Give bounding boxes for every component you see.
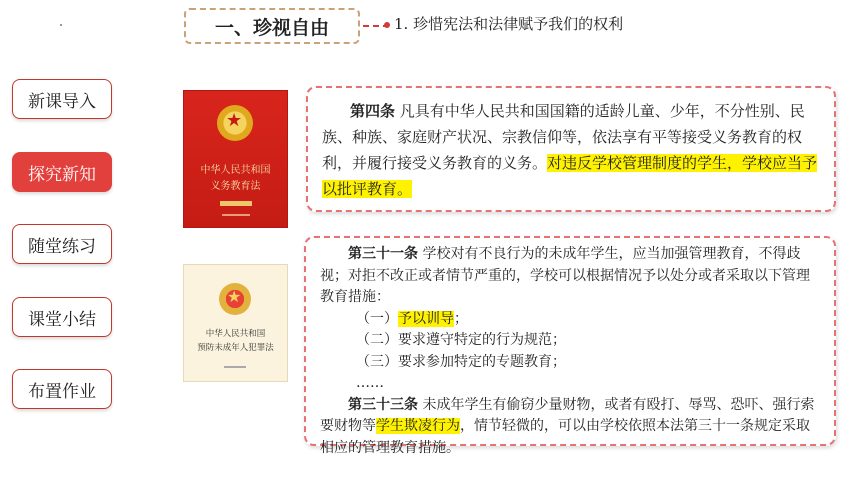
nav-button-explore[interactable]: 探究新知 (12, 152, 112, 192)
article-31-item-2: （二）要求遵守特定的行为规范； (356, 332, 566, 348)
article-33-highlight: 学生欺凌行为 (376, 418, 460, 434)
book-publisher-mark (184, 214, 287, 217)
decorative-dot (60, 24, 62, 26)
section-title: 一、珍视自由 (184, 8, 360, 44)
article-4-highlight: 对违反学校管理制度的学生，学校应当予以批评教育。 (322, 154, 818, 198)
article-33-body-after: ，情节轻微的，可以由学校依照本法第三十一条规定采取相应的管理教育措施。 (320, 418, 810, 456)
article-31-33-box (304, 236, 836, 456)
nav-button-intro[interactable]: 新课导入 (12, 79, 112, 119)
article-31-text (320, 244, 820, 309)
book-tag (220, 201, 252, 206)
article-4-text (322, 98, 820, 202)
item-1-prefix: （一） (356, 310, 398, 327)
article-4-body: 凡具有中华人民共和国国籍的适龄儿童、少年，不分性别、民族、种族、家庭财产状况、宗教信仰等，依法享有平等接受义务教育的权利，并履行接受义务教育的义务。 (322, 102, 805, 172)
juvenile-delinquency-law-cover (183, 264, 288, 382)
book-title-line2: 预防未成年人犯罪法 (197, 343, 274, 353)
national-emblem-icon (219, 283, 251, 315)
article-4-box (306, 86, 836, 212)
nav-button-summary[interactable]: 课堂小结 (12, 297, 112, 337)
article-31-body: 学校对有不良行为的未成年学生，应当加强管理教育，不得歧视；对拒不改正或者情节严重的，学校可以根据情况予以处分或者采取以下管理教育措施： (320, 246, 810, 305)
item-1-highlight: 予以训导 (398, 310, 454, 327)
article-33-heading: 第三十三条 (348, 396, 418, 413)
article-31-item-3: （三）要求参加特定的专题教育； (356, 353, 566, 370)
article-31-heading: 第三十一条 (348, 246, 418, 262)
article-33-body-before: 未成年学生有偷窃少量财物，或者有殴打、辱骂、恐吓、强行索要财物等 (320, 396, 815, 434)
article-33-text (320, 395, 820, 460)
national-emblem-icon (217, 105, 253, 141)
book-title-line1: 中华人民共和国 (200, 165, 271, 176)
nav-button-homework[interactable]: 布置作业 (12, 369, 112, 409)
item-1-suffix: ； (454, 310, 468, 327)
subtitle: 1. 珍惜宪法和法律赋予我们的权利 (394, 15, 624, 33)
book-title-line1: 中华人民共和国 (205, 329, 266, 339)
title-connector-dot (384, 22, 390, 28)
article-4-heading: 第四条 (350, 102, 396, 120)
article-31-item-1 (320, 309, 820, 331)
nav-button-practice[interactable]: 随堂练习 (12, 224, 112, 264)
compulsory-education-law-cover (183, 90, 288, 228)
article-31-ellipsis: …… (356, 375, 384, 391)
book-publisher-mark (224, 366, 246, 368)
book-title-line2: 义务教育法 (210, 181, 261, 192)
